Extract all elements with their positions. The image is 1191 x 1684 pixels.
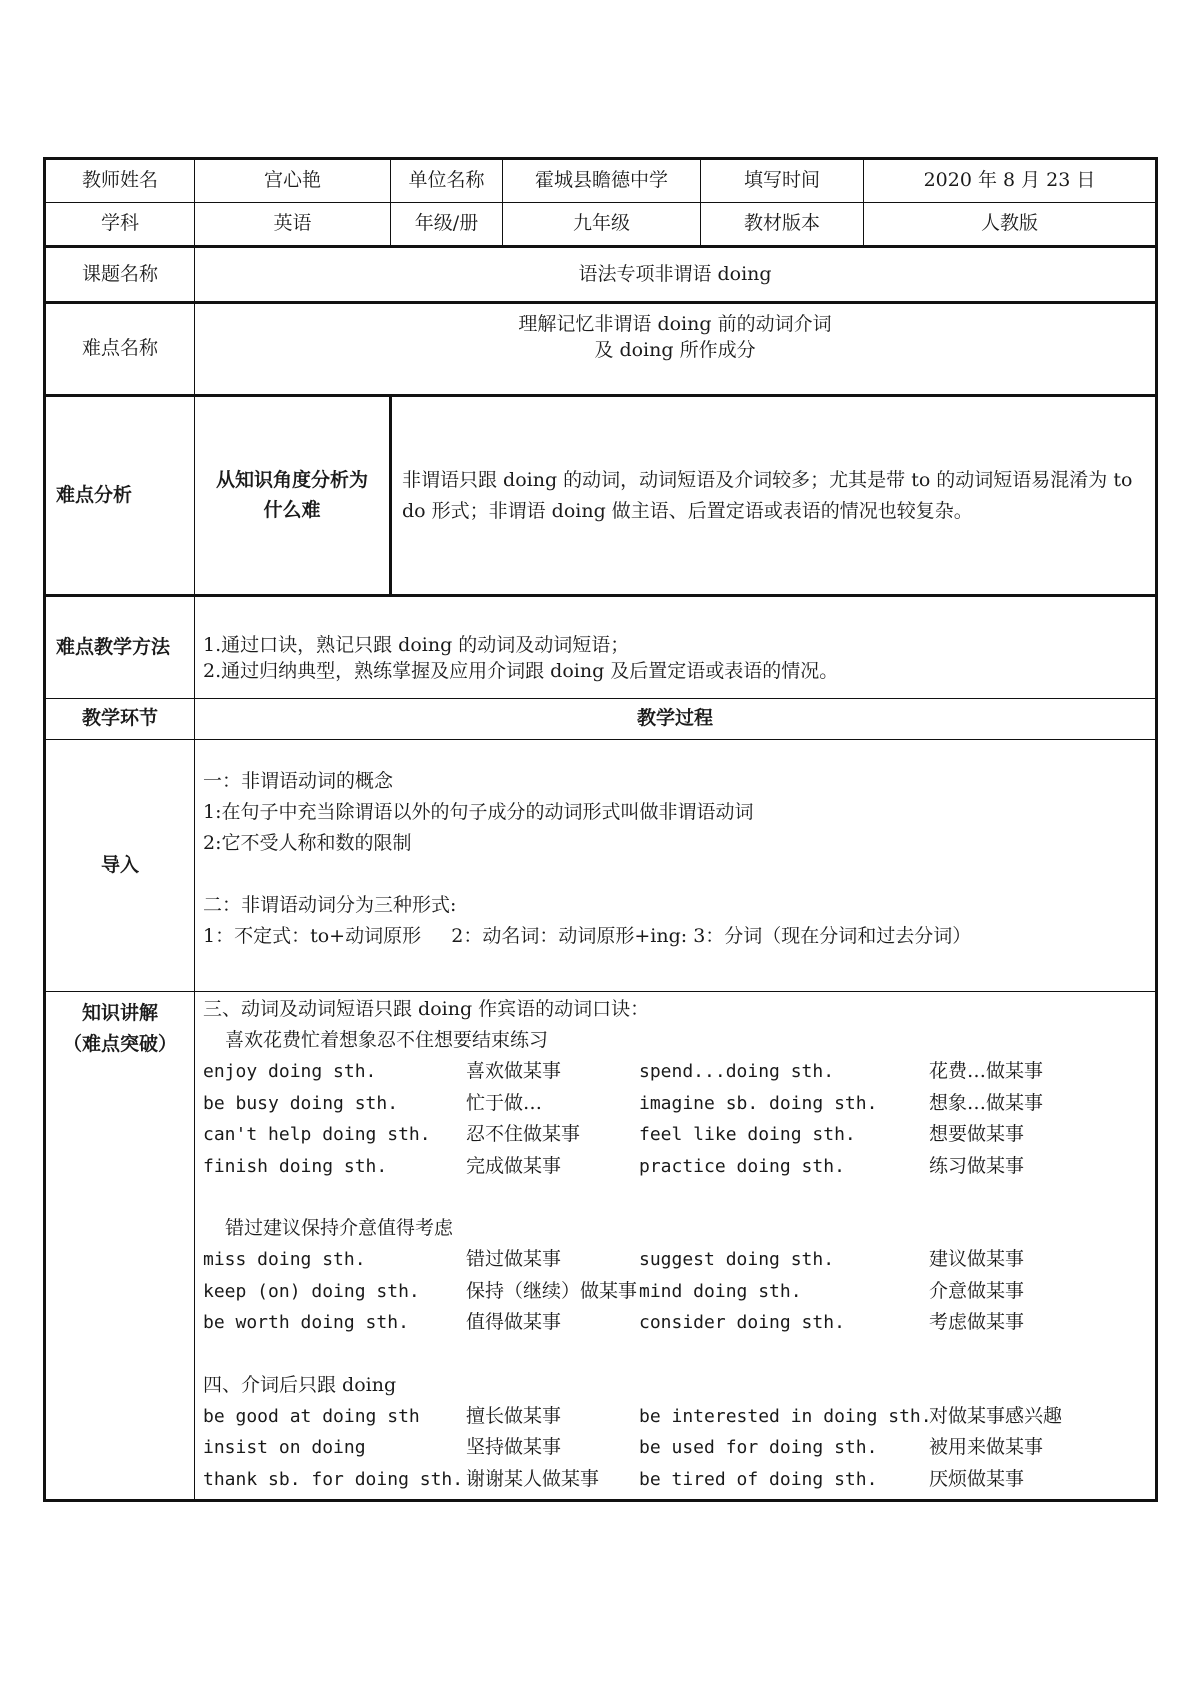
english-phrase: be tired of doing sth. — [639, 1468, 878, 1490]
chinese-meaning: 擅长做某事 — [466, 1404, 562, 1427]
chinese-meaning: 忙于做… — [466, 1091, 543, 1114]
chinese-meaning: 练习做某事 — [929, 1154, 1025, 1177]
english-phrase: suggest doing sth. — [639, 1249, 835, 1270]
analysis-sub-label: 从知识角度分析为什么难 — [195, 396, 391, 596]
date-label: 填写时间 — [701, 159, 864, 203]
analysis-text: 非谓语只跟 doing 的动词，动词短语及介词较多；尤其是带 to 的动词短语易混淆为 to do 形式；非谓语 doing 做主语、后置定语或表语的情况也较复杂。 — [391, 396, 1157, 596]
chinese-meaning: 被用来做某事 — [929, 1436, 1044, 1458]
lesson-plan-table — [43, 157, 1158, 1502]
intro-s2-title: 二：非谓语动词分为三种形式: — [203, 894, 457, 916]
method-line-2: 2.通过归纳典型，熟练掌握及应用介词跟 doing 及后置定语或表语的情况。 — [203, 659, 839, 682]
knowledge-s3-title: 三、动词及动词短语只跟 doing 作宾语的动词口诀： — [203, 998, 650, 1020]
grade-value: 九年级 — [503, 203, 701, 247]
edition-label: 教材版本 — [701, 203, 864, 247]
unit-value: 霍城县瞻德中学 — [503, 159, 701, 203]
difficulty-line-2: 及 doing 所作成分 — [594, 339, 756, 361]
intro-s1-line-1: 1:在句子中充当除谓语以外的句子成分的动词形式叫做非谓语动词 — [203, 801, 754, 823]
intro-s1-title: 一：非谓语动词的概念 — [203, 770, 394, 792]
knowledge-s4-title: 四、介词后只跟 doing — [203, 1373, 397, 1396]
chinese-meaning: 喜欢做某事 — [466, 1060, 562, 1082]
chinese-meaning: 考虑做某事 — [929, 1311, 1025, 1333]
english-phrase: imagine sb. doing sth. — [639, 1092, 878, 1114]
method-label: 难点教学方法 — [45, 596, 195, 699]
knowledge-rhyme-2: 错过建议保持介意值得考虑 — [225, 1217, 454, 1239]
topic-label: 课题名称 — [45, 247, 195, 303]
preposition-phrase-list — [203, 1401, 1147, 1496]
stage-header: 教学环节 — [45, 699, 195, 740]
chinese-meaning: 完成做某事 — [466, 1154, 562, 1177]
unit-label: 单位名称 — [391, 159, 503, 203]
chinese-meaning: 值得做某事 — [466, 1311, 562, 1333]
knowledge-label — [45, 992, 195, 1501]
chinese-meaning: 想象…做某事 — [929, 1091, 1044, 1114]
english-phrase: miss doing sth. — [203, 1249, 366, 1270]
intro-label: 导入 — [45, 740, 195, 992]
chinese-meaning: 保持（继续）做某事 — [466, 1279, 638, 1302]
intro-content — [195, 740, 1157, 992]
english-phrase: be good at doing sth — [203, 1405, 420, 1427]
english-phrase: be interested in doing sth. — [639, 1405, 932, 1427]
english-phrase: feel like doing sth. — [639, 1124, 856, 1145]
verb-phrase-list-1 — [203, 1056, 1147, 1182]
chinese-meaning: 错过做某事 — [466, 1248, 562, 1270]
subject-value: 英语 — [195, 203, 391, 247]
knowledge-label-2: （难点突破） — [62, 1033, 177, 1055]
english-phrase: enjoy doing sth. — [203, 1061, 377, 1082]
english-phrase: be used for doing sth. — [639, 1437, 878, 1458]
chinese-meaning: 忍不住做某事 — [466, 1123, 581, 1145]
intro-s1-line-2: 2:它不受人称和数的限制 — [203, 832, 412, 854]
chinese-meaning: 介意做某事 — [929, 1279, 1025, 1302]
english-phrase: be worth doing sth. — [203, 1312, 409, 1333]
difficulty-line-1: 理解记忆非谓语 doing 前的动词介词 — [518, 313, 832, 336]
english-phrase: insist on doing — [203, 1437, 366, 1458]
method-line-1: 1.通过口诀，熟记只跟 doing 的动词及动词短语； — [203, 633, 630, 656]
chinese-meaning: 花费…做某事 — [929, 1060, 1044, 1082]
teacher-value: 宫心艳 — [195, 159, 391, 203]
english-phrase: consider doing sth. — [639, 1312, 845, 1333]
difficulty-label: 难点名称 — [45, 303, 195, 396]
process-header: 教学过程 — [195, 699, 1157, 740]
analysis-label: 难点分析 — [45, 396, 195, 596]
knowledge-content — [195, 992, 1157, 1501]
chinese-meaning: 厌烦做某事 — [929, 1467, 1025, 1490]
difficulty-value — [195, 303, 1157, 396]
chinese-meaning: 谢谢某人做某事 — [466, 1467, 600, 1490]
english-phrase: finish doing sth. — [203, 1155, 388, 1177]
chinese-meaning: 想要做某事 — [929, 1123, 1025, 1145]
method-text — [195, 596, 1157, 699]
date-value: 2020 年 8 月 23 日 — [864, 159, 1157, 203]
topic-value: 语法专项非谓语 doing — [195, 247, 1157, 303]
chinese-meaning: 建议做某事 — [929, 1248, 1025, 1270]
english-phrase: practice doing sth. — [639, 1155, 845, 1177]
english-phrase: mind doing sth. — [639, 1280, 802, 1302]
subject-label: 学科 — [45, 203, 195, 247]
english-phrase: can't help doing sth. — [203, 1124, 431, 1145]
edition-value: 人教版 — [864, 203, 1157, 247]
intro-s2-line-1: 1：不定式：to+动词原形 2：动名词：动词原形+ing: 3：分词（现在分词和过去分词） — [203, 925, 972, 947]
verb-phrase-list-2 — [203, 1244, 1147, 1339]
knowledge-rhyme-1: 喜欢花费忙着想象忍不住想要结束练习 — [225, 1029, 549, 1051]
chinese-meaning: 对做某事感兴趣 — [929, 1404, 1063, 1427]
teacher-label: 教师姓名 — [45, 159, 195, 203]
english-phrase: keep (on) doing sth. — [203, 1280, 420, 1302]
english-phrase: be busy doing sth. — [203, 1092, 399, 1114]
english-phrase: thank sb. for doing sth. — [203, 1468, 464, 1490]
chinese-meaning: 坚持做某事 — [466, 1436, 562, 1458]
knowledge-label-1: 知识讲解 — [81, 1002, 158, 1024]
english-phrase: spend...doing sth. — [639, 1061, 835, 1082]
grade-label: 年级/册 — [391, 203, 503, 247]
